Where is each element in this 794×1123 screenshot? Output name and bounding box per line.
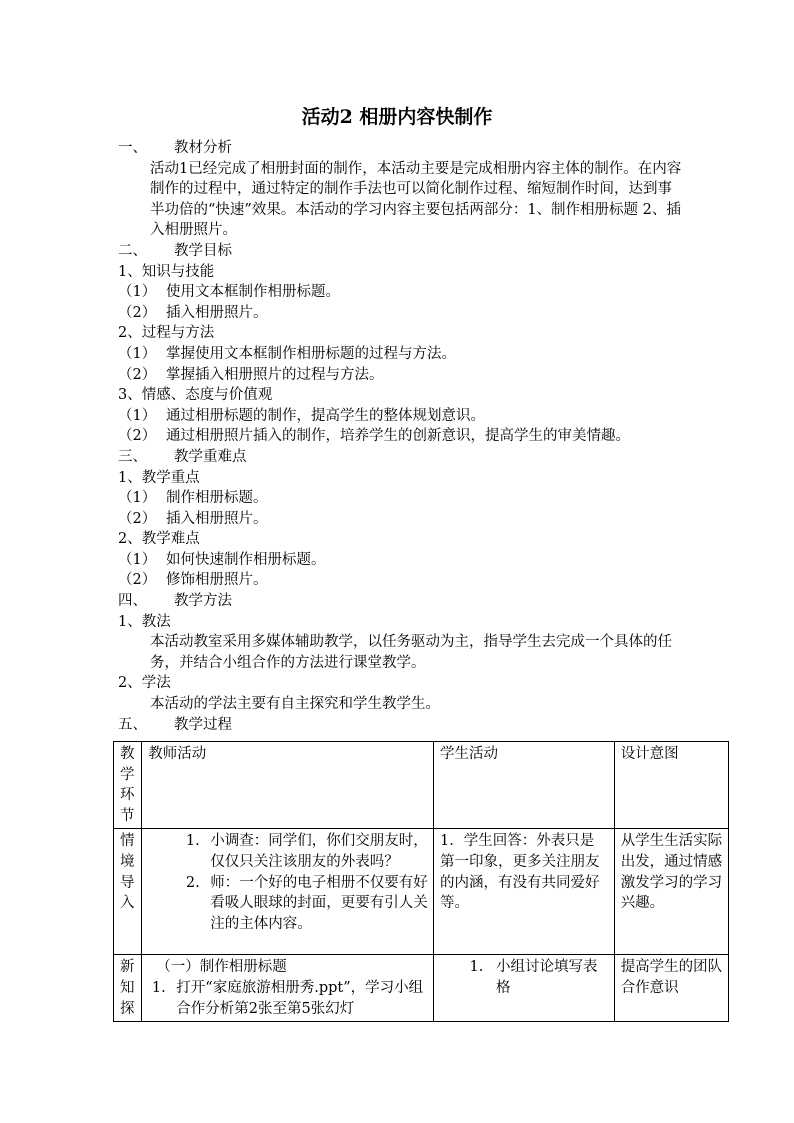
list-item: 1. 小组讨论填写表格 — [488, 957, 609, 998]
paragraph: 本活动教室采用多媒体辅助教学，以任务驱动为主，指导学生去完成一个具体的任务，并结合小组合作的方法进行课堂教学。 — [150, 634, 672, 671]
list-item: （1） 使用文本框制作相册标题。 — [118, 284, 340, 301]
list-item: （2） 修饰相册照片。 — [118, 572, 268, 589]
table-header-cell: 教师活动 — [142, 742, 434, 829]
table-cell: 新知探 — [114, 955, 142, 1022]
table-header-cell: 设计意图 — [614, 742, 728, 829]
table-cell: 情境导入 — [114, 829, 142, 955]
table-cell — [434, 955, 615, 1022]
list-item: （2） 通过相册照片插入的制作，培养学生的创新意识，提高学生的审美情趣。 — [118, 428, 630, 445]
section-heading: 二、 教学目标 — [118, 242, 232, 259]
list-item: （1） 掌握使用文本框制作相册标题的过程与方法。 — [118, 345, 456, 362]
table-header-cell: 学生活动 — [434, 742, 615, 829]
teaching-process-table — [113, 741, 729, 1022]
list-item: （1） 如何快速制作相册标题。 — [118, 551, 326, 568]
teacher-activity-list — [148, 978, 428, 1019]
table-row — [114, 955, 729, 1022]
table-header-cell: 教学环节 — [114, 742, 142, 829]
table-row — [114, 829, 729, 955]
table-cell: 提高学生的团队合作意识 — [614, 955, 728, 1022]
subsection-heading: 2、学法 — [118, 675, 171, 692]
list-item: 2. 师：一个好的电子相册不仅要有好看吸人眼球的封面，更要有引人关注的主体内容。 — [204, 873, 428, 935]
subsection-heading: 3、情感、态度与价值观 — [118, 387, 273, 404]
table-header-row — [114, 742, 729, 829]
table-cell: 从学生生活实际出发，通过情感激发学习的学习兴趣。 — [614, 829, 728, 955]
subsection-heading: 1、教学重点 — [118, 469, 200, 486]
list-item: 1. 小调查：同学们，你们交朋友时，仅仅只关注该朋友的外表吗？ — [204, 831, 428, 872]
subsection-heading: 2、过程与方法 — [118, 325, 215, 342]
section-heading: 五、 教学过程 — [118, 716, 232, 733]
document-body — [118, 138, 684, 735]
document-title: 活动2 相册内容快制作 — [301, 106, 493, 128]
paragraph: 本活动的学法主要有自主探究和学生教学生。 — [150, 696, 440, 713]
table-cell — [142, 829, 434, 955]
list-item: （1） 通过相册标题的制作，提高学生的整体规划意识。 — [118, 407, 485, 424]
subsection-heading: 1、知识与技能 — [118, 263, 215, 280]
student-activity-list — [440, 957, 609, 998]
table-cell: 1．学生回答：外表只是第一印象，更多关注朋友的内涵，有没有共同爱好等。 — [434, 829, 615, 955]
section-heading: 四、 教学方法 — [118, 593, 232, 610]
section-heading: 三、 教学重难点 — [118, 448, 247, 465]
list-item: （2） 插入相册照片。 — [118, 304, 268, 321]
list-item: （1） 制作相册标题。 — [118, 490, 268, 507]
list-item: 1. 打开“家庭旅游相册秀.ppt”，学习小组合作分析第2张至第5张幻灯 — [170, 978, 428, 1019]
table-cell — [142, 955, 434, 1022]
teacher-activity-heading: （一）制作相册标题 — [156, 959, 287, 976]
teacher-activity-list — [148, 831, 428, 934]
paragraph: 活动1已经完成了相册封面的制作，本活动主要是完成相册内容主体的制作。在内容制作的过程中，通过特定的制作手法也可以简化制作过程、缩短制作时间，达到事半功倍的“快速”效果。本活动的学习内容主要包括两部分：1、制作相册标题 2、插入相册照片。 — [150, 160, 682, 239]
subsection-heading: 1、教法 — [118, 613, 171, 630]
section-heading: 一、 教材分析 — [118, 140, 232, 156]
list-item: （2） 掌握插入相册照片的过程与方法。 — [118, 366, 384, 383]
subsection-heading: 2、教学难点 — [118, 531, 200, 548]
list-item: （2） 插入相册照片。 — [118, 510, 268, 527]
